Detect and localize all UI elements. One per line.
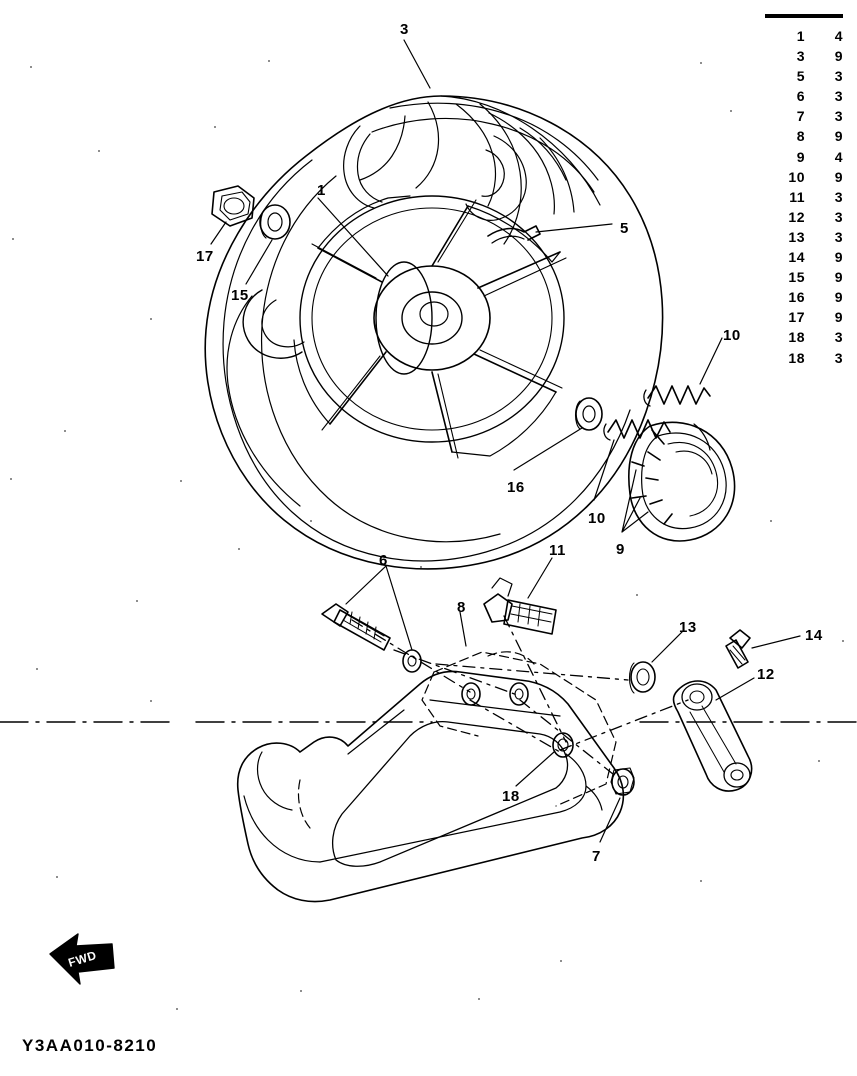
part-ref: 18 bbox=[788, 349, 805, 366]
part-ref: 9 bbox=[796, 148, 805, 165]
scan-speck bbox=[770, 520, 772, 522]
table-row bbox=[761, 106, 849, 126]
table-row bbox=[761, 207, 849, 227]
part-qty: 9 bbox=[834, 289, 843, 306]
callout-8: 8 bbox=[457, 599, 466, 616]
scan-speck bbox=[300, 990, 302, 992]
scan-speck bbox=[310, 520, 312, 522]
part-qty: 9 bbox=[834, 168, 843, 185]
callout-1: 1 bbox=[317, 182, 326, 199]
callout-10-lower: 10 bbox=[588, 510, 606, 527]
part-ref: 16 bbox=[788, 289, 805, 306]
part-qty: 3 bbox=[834, 88, 843, 105]
callout-5: 5 bbox=[620, 220, 629, 237]
table-row bbox=[761, 227, 849, 247]
scan-speck bbox=[560, 960, 562, 962]
scan-speck bbox=[176, 1008, 178, 1010]
scan-speck bbox=[238, 548, 240, 550]
callout-17: 17 bbox=[196, 248, 214, 265]
part-ref: 5 bbox=[796, 68, 805, 85]
part-qty: 9 bbox=[834, 269, 843, 286]
callout-16: 16 bbox=[507, 479, 525, 496]
scan-speck bbox=[136, 600, 138, 602]
scan-speck bbox=[10, 478, 12, 480]
callout-12: 12 bbox=[757, 666, 775, 683]
table-row bbox=[761, 26, 849, 46]
part-qty: 3 bbox=[834, 329, 843, 346]
table-row bbox=[761, 187, 849, 207]
part-ref: 10 bbox=[788, 168, 805, 185]
scan-speck bbox=[98, 150, 100, 152]
part-qty: 9 bbox=[834, 249, 843, 266]
part-ref: 14 bbox=[788, 249, 805, 266]
table-row bbox=[761, 86, 849, 106]
part-qty: 3 bbox=[834, 349, 843, 366]
part-qty: 4 bbox=[834, 28, 843, 44]
table-row bbox=[761, 247, 849, 267]
table-row bbox=[761, 327, 849, 347]
part-ref: 17 bbox=[788, 309, 805, 326]
table-row bbox=[761, 66, 849, 86]
callout-15: 15 bbox=[231, 287, 249, 304]
parts-reference-table bbox=[761, 14, 849, 368]
table-row bbox=[761, 287, 849, 307]
table-row bbox=[761, 348, 849, 368]
table-top-rule bbox=[765, 14, 843, 18]
scan-speck bbox=[56, 876, 58, 878]
forward-direction-label: FWD bbox=[66, 948, 99, 970]
part-ref: 1 bbox=[796, 28, 805, 44]
scan-speck bbox=[150, 700, 152, 702]
part-qty: 3 bbox=[834, 108, 843, 125]
scan-speck bbox=[268, 60, 270, 62]
scan-speck bbox=[30, 66, 32, 68]
part-qty: 9 bbox=[834, 128, 843, 145]
scan-speck bbox=[150, 318, 152, 320]
part-ref: 6 bbox=[796, 88, 805, 105]
part-qty: 3 bbox=[834, 188, 843, 205]
part-qty: 3 bbox=[834, 68, 843, 85]
table-row bbox=[761, 267, 849, 287]
part-ref: 13 bbox=[788, 228, 805, 245]
scan-speck bbox=[700, 62, 702, 64]
callout-10-upper: 10 bbox=[723, 327, 741, 344]
part-ref: 3 bbox=[796, 48, 805, 65]
callout-6: 6 bbox=[379, 552, 388, 569]
scan-speck bbox=[12, 238, 14, 240]
table-row bbox=[761, 46, 849, 66]
part-ref: 12 bbox=[788, 208, 805, 225]
part-ref: 18 bbox=[788, 329, 805, 346]
scan-speck bbox=[700, 880, 702, 882]
scan-speck bbox=[478, 998, 480, 1000]
scan-speck bbox=[730, 110, 732, 112]
scan-speck bbox=[636, 594, 638, 596]
callout-18: 18 bbox=[502, 788, 520, 805]
table-row bbox=[761, 167, 849, 187]
part-ref: 8 bbox=[796, 128, 805, 145]
part-qty: 9 bbox=[834, 309, 843, 326]
callout-11: 11 bbox=[549, 542, 566, 559]
part-qty: 3 bbox=[834, 208, 843, 225]
table-row bbox=[761, 126, 849, 146]
callout-3: 3 bbox=[400, 21, 409, 38]
part-qty: 4 bbox=[834, 148, 843, 165]
part-ref: 11 bbox=[789, 188, 805, 205]
scan-speck bbox=[64, 430, 66, 432]
diagram-code: Y3AA010-8210 bbox=[22, 1036, 158, 1055]
scan-speck bbox=[180, 480, 182, 482]
callout-14: 14 bbox=[805, 627, 823, 644]
scan-speck bbox=[420, 566, 422, 568]
callout-9: 9 bbox=[616, 541, 625, 558]
table-row bbox=[761, 307, 849, 327]
part-ref: 7 bbox=[796, 108, 805, 125]
scan-speck bbox=[214, 126, 216, 128]
scan-speck bbox=[36, 668, 38, 670]
table-row bbox=[761, 147, 849, 167]
scan-speck bbox=[842, 640, 844, 642]
part-qty: 3 bbox=[834, 228, 843, 245]
part-ref: 15 bbox=[788, 269, 805, 286]
callout-7: 7 bbox=[592, 848, 601, 865]
part-qty: 9 bbox=[834, 48, 843, 65]
callout-13: 13 bbox=[679, 619, 697, 636]
scan-speck bbox=[818, 760, 820, 762]
